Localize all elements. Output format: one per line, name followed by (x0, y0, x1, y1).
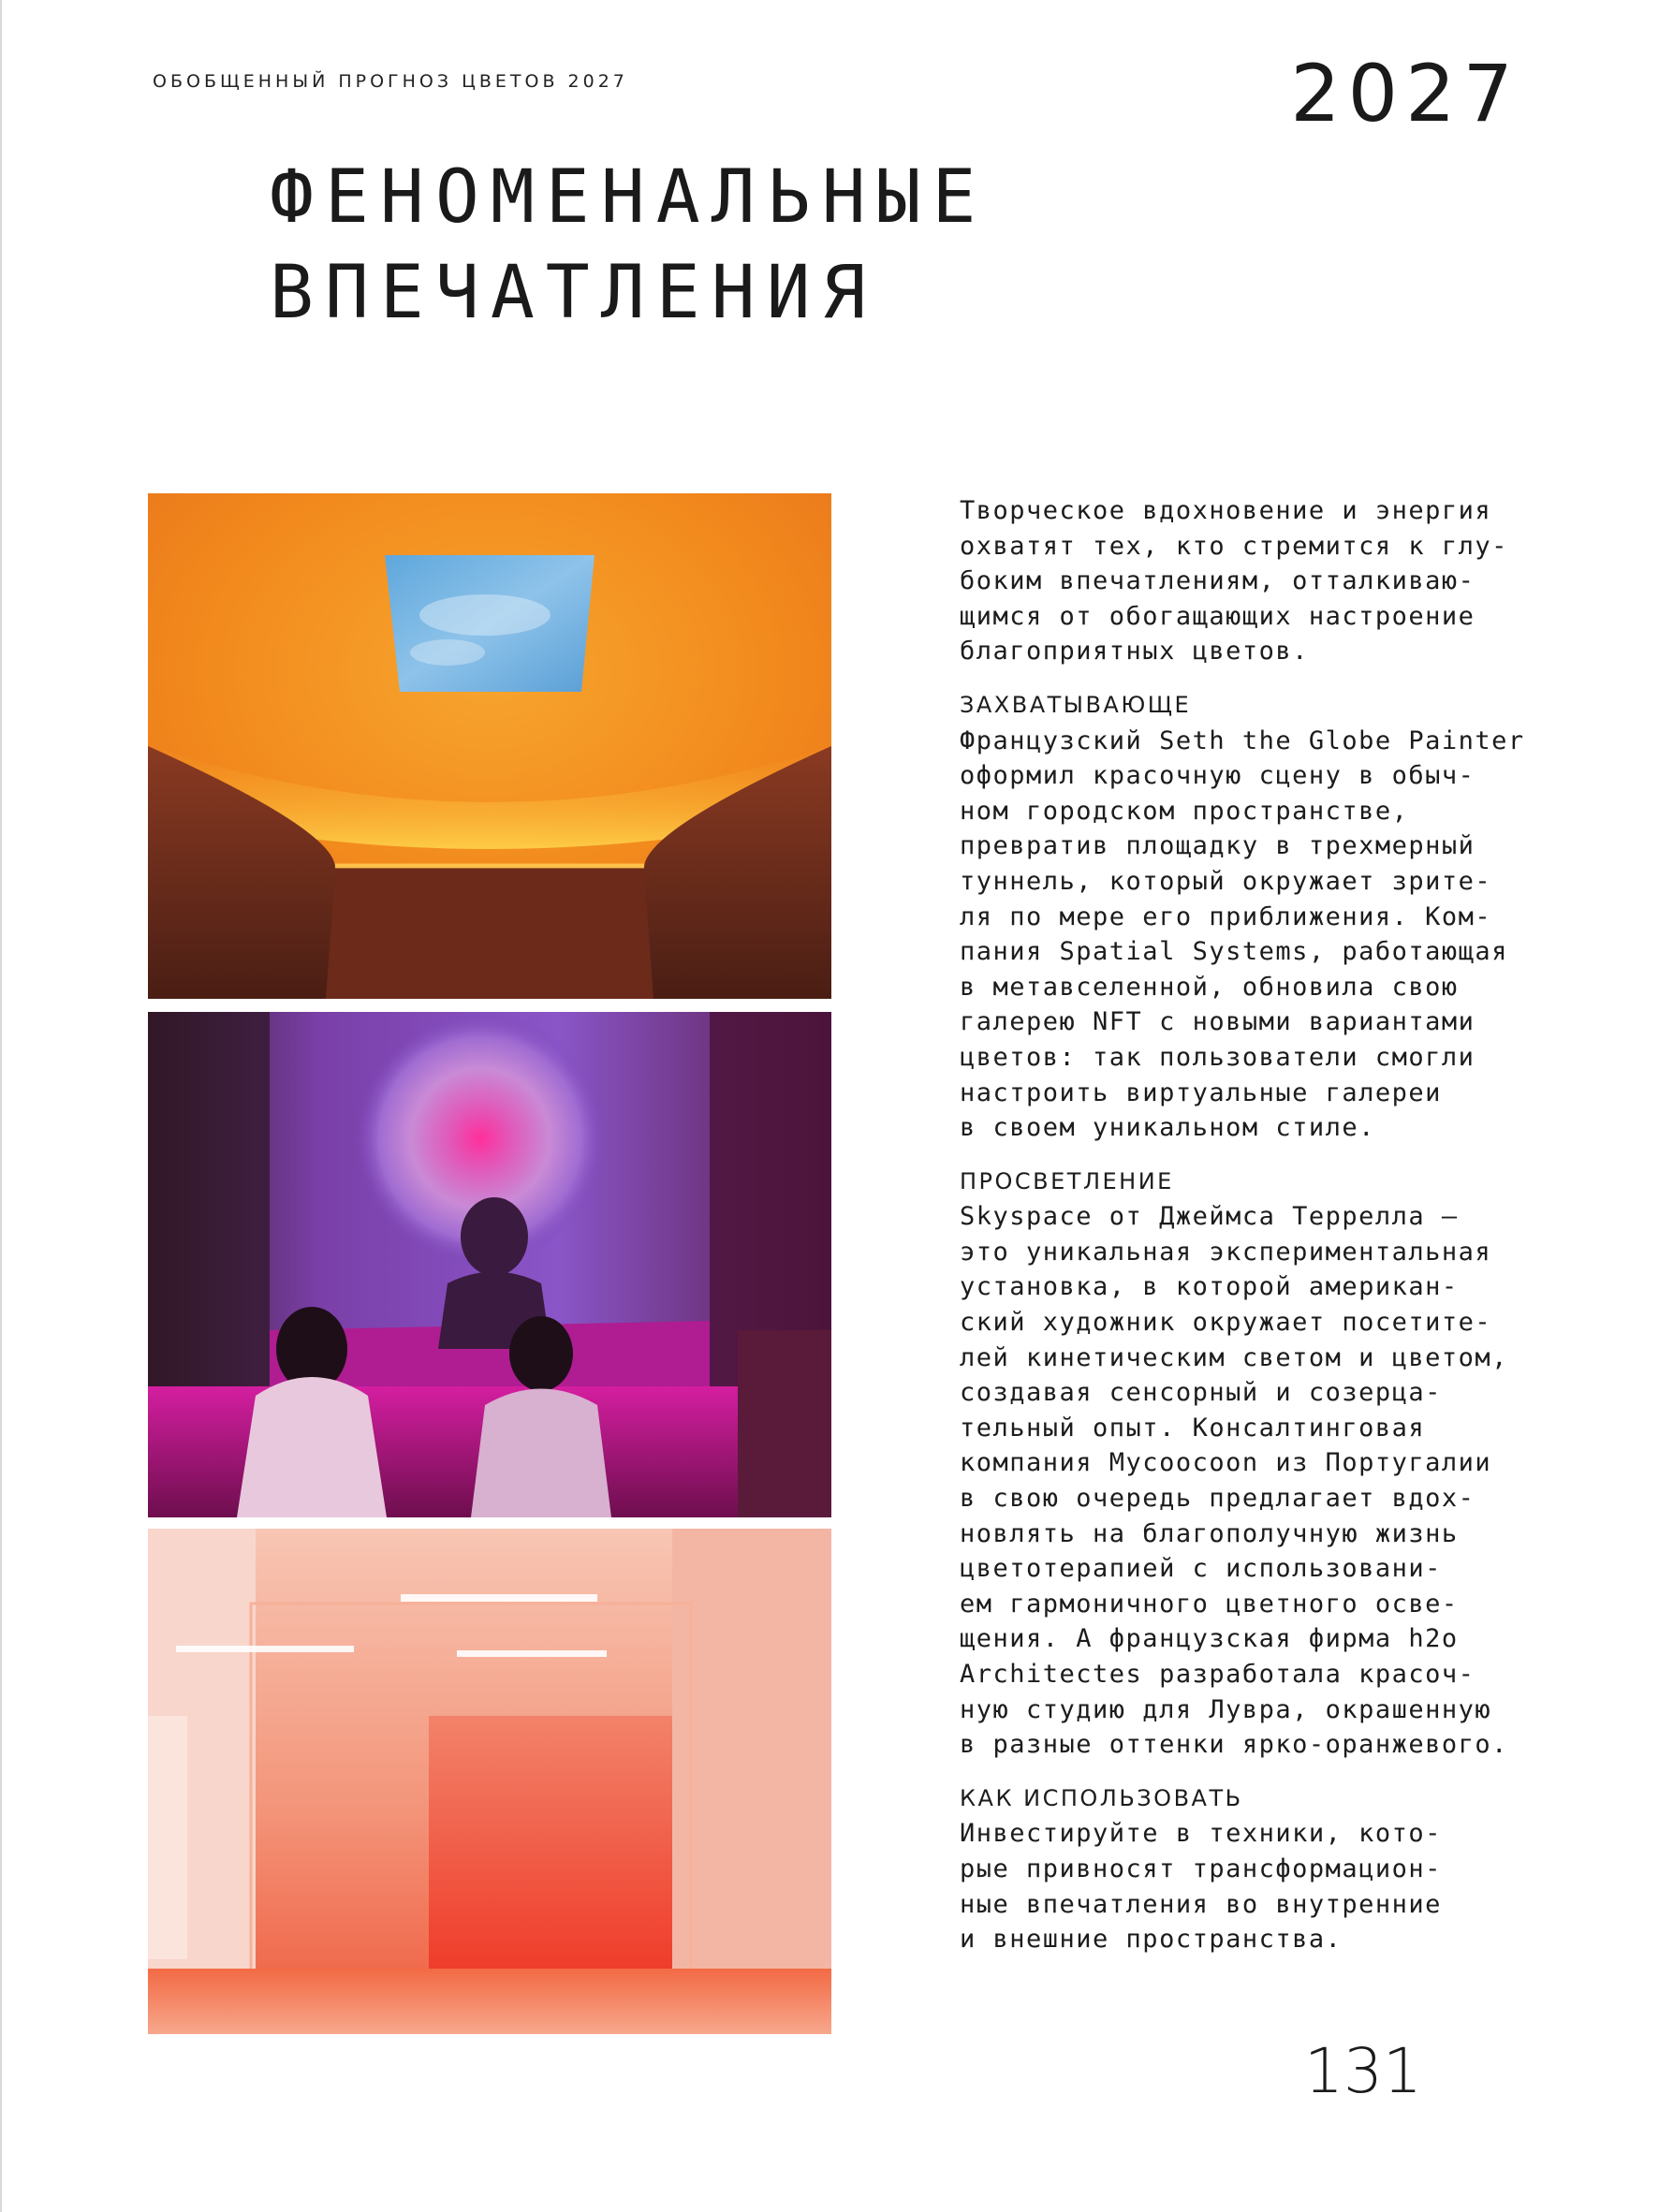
page-edge-rule (0, 0, 2, 2212)
text-line: Architectes разработала красоч- (960, 1660, 1475, 1689)
article-text (960, 493, 1540, 1957)
section-heading: ПРОСВЕТЛЕНИЕ (960, 1167, 1174, 1194)
text-line: ном городском пространстве, (960, 796, 1409, 826)
text-line: благоприятных цветов. (960, 637, 1309, 667)
intro-paragraph (960, 493, 1540, 669)
text-line: цветов: так пользователи смогли (960, 1042, 1475, 1072)
text-line: ля по мере его приближения. Ком- (960, 901, 1492, 931)
text-line: щения. А французская фирма h2o (960, 1624, 1459, 1654)
text-line: оформил красочную сцену в обыч- (960, 761, 1475, 791)
report-kicker: ОБОБЩЕННЫЙ ПРОГНОЗ ЦВЕТОВ 2027 (153, 71, 628, 92)
text-line: ные впечатления во внутренние (960, 1889, 1442, 1919)
text-line: ский художник окружает посетите- (960, 1308, 1492, 1338)
text-line: лей кинетическим светом и цветом, (960, 1342, 1508, 1372)
text-line: Skyspace от Джеймса Террелла — (960, 1202, 1459, 1232)
text-line: тельный опыт. Консалтинговая (960, 1413, 1426, 1443)
orange-studio-photo (148, 1529, 831, 2034)
text-line: и внешние пространства. (960, 1925, 1343, 1955)
text-line: настроить виртуальные галереи (960, 1077, 1442, 1107)
text-line: рые привносят трансформацион- (960, 1853, 1442, 1883)
text-line: Инвестируйте в техники, кото- (960, 1819, 1442, 1849)
text-line: ем гармоничного цветного осве- (960, 1589, 1459, 1619)
section-captivating (960, 688, 1540, 1146)
page-title (270, 150, 987, 341)
text-line: создавая сенсорный и созерца- (960, 1378, 1442, 1408)
text-line: в разные оттенки ярко-оранжевого. (960, 1730, 1508, 1760)
section-how-to-use (960, 1781, 1540, 1957)
text-line: ную студию для Лувра, окрашенную (960, 1694, 1492, 1724)
text-line: установка, в которой американ- (960, 1272, 1459, 1302)
text-line: Творческое вдохновение и энергия (960, 496, 1492, 525)
text-line: в своем уникальном стиле. (960, 1113, 1375, 1143)
section-enlightenment (960, 1165, 1540, 1763)
text-line: пания Spatial Systems, работающая (960, 937, 1508, 967)
text-line: боким впечатлениям, отталкиваю- (960, 566, 1475, 596)
text-line: туннель, который окружает зрите- (960, 866, 1492, 896)
text-line: Французский Seth the Globe Painter (960, 725, 1525, 755)
page-title-line-1: ФЕНОМЕНАЛЬНЫЕ (270, 155, 988, 240)
light-room-photo (148, 1012, 831, 1517)
text-line: превратив площадку в трехмерный (960, 831, 1475, 861)
text-line: новлять на благополучную жизнь (960, 1518, 1459, 1548)
report-year: 2027 (1290, 48, 1520, 139)
skyspace-photo (148, 493, 831, 999)
text-line: цветотерапией с использовани- (960, 1554, 1442, 1584)
text-line: охватят тех, кто стремится к глу- (960, 531, 1508, 561)
text-line: галерею NFT с новыми вариантами (960, 1007, 1475, 1037)
text-line: в свою очередь предлагает вдох- (960, 1484, 1475, 1514)
text-line: компания Mycoocoon из Португалии (960, 1448, 1492, 1478)
text-line: в метавселенной, обновила свою (960, 972, 1459, 1002)
section-heading: КАК ИСПОЛЬЗОВАТЬ (960, 1784, 1243, 1811)
page-title-line-2: ВПЕЧАТЛЕНИЯ (270, 251, 877, 335)
text-line: это уникальная экспериментальная (960, 1237, 1492, 1267)
section-heading: ЗАХВАТЫВАЮЩЕ (960, 691, 1192, 718)
text-line: щимся от обогащающих настроение (960, 601, 1475, 631)
page-number: 131 (1304, 2035, 1422, 2107)
